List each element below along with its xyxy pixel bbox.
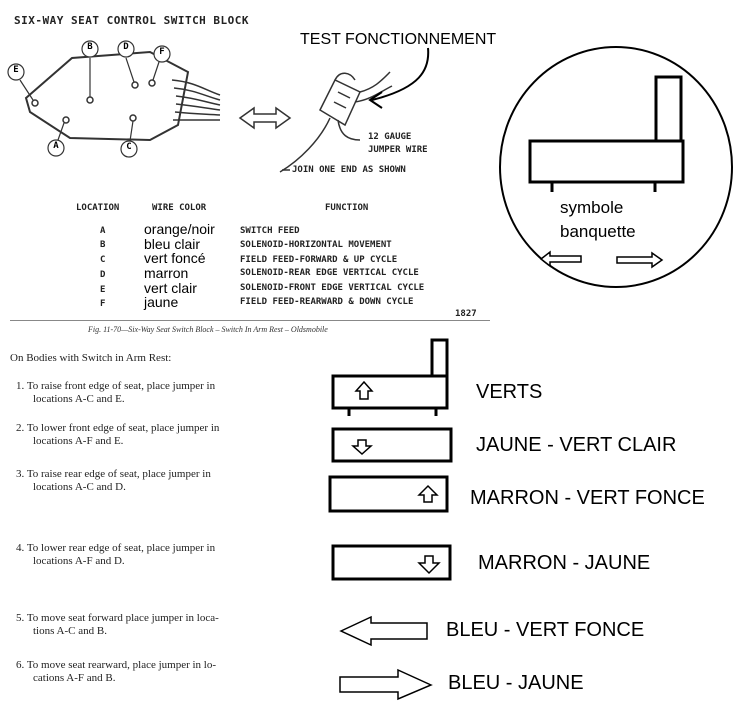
instruction-line1: To raise rear edge of seat, place jumper in: [26, 468, 211, 480]
instruction-number: 4.: [16, 542, 25, 554]
instruction-number: 2.: [16, 422, 25, 434]
legend-label-line1: symbole: [560, 198, 624, 217]
figure-caption: Fig. 11-70—Six-Way Seat Switch Block – Switch In Arm Rest – Oldsmobile: [88, 325, 328, 334]
table-wire-c: vert foncé: [144, 250, 206, 266]
instruction-line2: cations A-F and B.: [33, 672, 116, 684]
seat-symbol-raise-front: [333, 340, 447, 416]
table-location-e: E: [100, 285, 106, 295]
jumper-label-2: JUMPER WIRE: [368, 145, 428, 155]
terminal-label-a: A: [53, 141, 59, 151]
legend-label-line2: banquette: [560, 222, 636, 241]
instruction-line1: To move seat forward place jumper in loca-: [26, 612, 219, 624]
table-location-f: F: [100, 299, 106, 309]
terminal-label-d: D: [123, 42, 129, 52]
table-wire-d: marron: [144, 265, 189, 281]
seat-symbol-lower-front: [333, 429, 451, 461]
table-location-b: B: [100, 240, 106, 250]
instruction-line1: To move seat rearward, place jumper in lo-: [26, 659, 217, 671]
table-location-c: C: [100, 255, 106, 265]
instruction-line2: tions A-C and B.: [33, 625, 107, 637]
result-label-3: MARRON - VERT FONCE: [470, 487, 705, 509]
instruction-number: 6.: [16, 659, 25, 671]
instruction-number: 5.: [16, 612, 25, 624]
table-function-e: SOLENOID-FRONT EDGE VERTICAL CYCLE: [240, 283, 425, 293]
terminal-label-b: B: [87, 42, 93, 52]
instruction-line1: To raise front edge of seat, place jumper in: [26, 380, 216, 392]
instruction-line2: locations A-F and E.: [33, 435, 124, 447]
result-label-2: JAUNE - VERT CLAIR: [476, 434, 677, 456]
table-function-b: SOLENOID-HORIZONTAL MOVEMENT: [240, 240, 392, 250]
table-location-a: A: [100, 226, 106, 236]
instruction-line1: To lower front edge of seat, place jumper in: [26, 422, 220, 434]
result-label-4: MARRON - JAUNE: [478, 552, 651, 574]
rearward-arrow-icon: [340, 670, 431, 699]
result-label-6: BLEU - JAUNE: [448, 672, 584, 694]
jumper-label-1: 12 GAUGE: [368, 132, 412, 142]
terminal-label-c: C: [126, 142, 132, 152]
instruction-line2: locations A-C and E.: [33, 393, 125, 405]
figure-title: SIX-WAY SEAT CONTROL SWITCH BLOCK: [14, 14, 250, 27]
table-header-wire-color: WIRE COLOR: [152, 203, 207, 213]
table-function-f: FIELD FEED-REARWARD & DOWN CYCLE: [240, 297, 414, 307]
instruction-number: 3.: [16, 468, 25, 480]
table-header-function: FUNCTION: [325, 203, 369, 213]
instruction-number: 1.: [16, 380, 25, 392]
table-function-c: FIELD FEED-FORWARD & UP CYCLE: [240, 255, 398, 265]
table-location-d: D: [100, 270, 106, 280]
table-wire-b: bleu clair: [144, 236, 201, 252]
instruction-line2: locations A-C and D.: [33, 481, 126, 493]
join-label: JOIN ONE END AS SHOWN: [292, 165, 406, 175]
instruction-line2: locations A-F and D.: [33, 555, 125, 567]
test-label: TEST FONCTIONNEMENT: [300, 31, 497, 48]
instruction-line1: To lower rear edge of seat, place jumper in: [26, 542, 216, 554]
table-function-d: SOLENOID-REAR EDGE VERTICAL CYCLE: [240, 268, 419, 278]
terminal-label-f: F: [159, 47, 165, 57]
result-label-1: VERTS: [476, 381, 543, 403]
table-function-a: SWITCH FEED: [240, 226, 300, 236]
table-wire-f: jaune: [144, 294, 179, 310]
table-wire-a: orange/noir: [144, 221, 215, 237]
table-header-location: LOCATION: [76, 203, 120, 213]
result-label-5: BLEU - VERT FONCE: [446, 619, 645, 641]
table-wire-e: vert clair: [144, 280, 197, 296]
figure-number: 1827: [455, 309, 477, 319]
instructions-heading: On Bodies with Switch in Arm Rest:: [10, 352, 172, 364]
forward-arrow-icon: [341, 617, 427, 645]
terminal-label-e: E: [13, 65, 19, 75]
